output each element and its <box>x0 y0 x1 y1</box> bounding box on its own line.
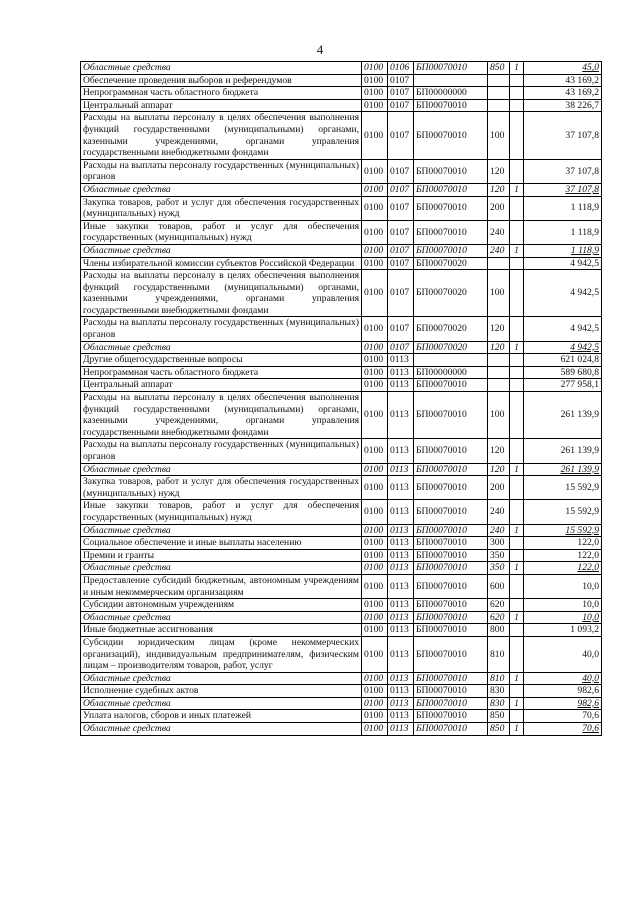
subsection-code-cell: 0107 <box>388 244 414 257</box>
amount-cell: 10,0 <box>524 611 602 624</box>
table-row <box>81 392 602 439</box>
amount-cell: 15 592,9 <box>524 500 602 524</box>
section-code-cell: 0100 <box>362 74 388 87</box>
target-article-code-cell: БП00070010 <box>414 183 488 196</box>
subsection-code-cell: 0113 <box>388 697 414 710</box>
table-row <box>81 317 602 341</box>
subsection-code-cell: 0113 <box>388 379 414 392</box>
row-name-cell: Предоставление субсидий бюджетным, автономным учреждениям и иным некоммерческим организациям <box>81 574 362 598</box>
target-article-code-cell: БП00070010 <box>414 524 488 537</box>
subsection-code-cell: 0107 <box>388 196 414 220</box>
target-article-code-cell: БП00070010 <box>414 599 488 612</box>
funding-source-cell <box>510 500 524 524</box>
target-article-code-cell: БП00070010 <box>414 476 488 500</box>
expense-type-code-cell <box>488 366 510 379</box>
subsection-code-cell: 0107 <box>388 159 414 183</box>
target-article-code-cell: БП00070010 <box>414 574 488 598</box>
section-code-cell: 0100 <box>362 244 388 257</box>
amount-cell: 4 942,5 <box>524 270 602 317</box>
target-article-code-cell: БП00070010 <box>414 636 488 672</box>
amount-cell: 38 226,7 <box>524 99 602 112</box>
table-row-regional-funds <box>81 562 602 575</box>
table-row <box>81 624 602 637</box>
amount-cell: 4 942,5 <box>524 341 602 354</box>
funding-source-cell: 1 <box>510 524 524 537</box>
expense-type-code-cell <box>488 257 510 270</box>
amount-cell: 122,0 <box>524 537 602 550</box>
expense-type-code-cell: 240 <box>488 220 510 244</box>
table-row <box>81 87 602 100</box>
funding-source-cell <box>510 392 524 439</box>
expense-type-code-cell: 120 <box>488 317 510 341</box>
expense-type-code-cell: 120 <box>488 439 510 463</box>
expense-type-code-cell <box>488 354 510 367</box>
row-name-cell: Расходы на выплаты персоналу в целях обеспечения выполнения функций государственными (муниципальными) органами, казенными учреждениями, органами управления государственными внебюджетными фондами <box>81 392 362 439</box>
expense-type-code-cell <box>488 74 510 87</box>
section-code-cell: 0100 <box>362 500 388 524</box>
row-name-cell: Иные бюджетные ассигнования <box>81 624 362 637</box>
expense-type-code-cell <box>488 87 510 100</box>
row-name-cell: Центральный аппарат <box>81 99 362 112</box>
funding-source-cell <box>510 685 524 698</box>
amount-cell: 45,0 <box>524 62 602 75</box>
subsection-code-cell: 0113 <box>388 611 414 624</box>
target-article-code-cell: БП00000000 <box>414 87 488 100</box>
expense-type-code-cell <box>488 99 510 112</box>
table-row <box>81 537 602 550</box>
target-article-code-cell: БП00070010 <box>414 537 488 550</box>
section-code-cell: 0100 <box>362 317 388 341</box>
funding-source-cell: 1 <box>510 672 524 685</box>
expense-type-code-cell: 620 <box>488 599 510 612</box>
amount-cell: 1 118,9 <box>524 220 602 244</box>
funding-source-cell <box>510 220 524 244</box>
funding-source-cell <box>510 574 524 598</box>
subsection-code-cell: 0113 <box>388 476 414 500</box>
table-row <box>81 270 602 317</box>
section-code-cell: 0100 <box>362 685 388 698</box>
row-name-cell: Иные закупки товаров, работ и услуг для обеспечения государственных (муниципальных) нужд <box>81 500 362 524</box>
section-code-cell: 0100 <box>362 183 388 196</box>
expense-type-code-cell: 200 <box>488 476 510 500</box>
amount-cell: 70,6 <box>524 710 602 723</box>
row-name-cell: Областные средства <box>81 611 362 624</box>
table-row <box>81 685 602 698</box>
row-name-cell: Непрограммная часть областного бюджета <box>81 366 362 379</box>
funding-source-cell <box>510 99 524 112</box>
target-article-code-cell: БП00070010 <box>414 392 488 439</box>
amount-cell: 621 024,8 <box>524 354 602 367</box>
subsection-code-cell: 0113 <box>388 366 414 379</box>
target-article-code-cell: БП00000000 <box>414 366 488 379</box>
section-code-cell: 0100 <box>362 537 388 550</box>
table-row <box>81 354 602 367</box>
target-article-code-cell: БП00070020 <box>414 317 488 341</box>
funding-source-cell <box>510 87 524 100</box>
target-article-code-cell: БП00070010 <box>414 62 488 75</box>
table-row <box>81 379 602 392</box>
amount-cell: 70,6 <box>524 723 602 736</box>
funding-source-cell <box>510 257 524 270</box>
table-row <box>81 574 602 598</box>
section-code-cell: 0100 <box>362 549 388 562</box>
target-article-code-cell: БП00070020 <box>414 341 488 354</box>
funding-source-cell: 1 <box>510 244 524 257</box>
row-name-cell: Расходы на выплаты персоналу государственных (муниципальных) органов <box>81 317 362 341</box>
funding-source-cell <box>510 710 524 723</box>
target-article-code-cell: БП00070010 <box>414 196 488 220</box>
funding-source-cell <box>510 270 524 317</box>
amount-cell: 982,6 <box>524 685 602 698</box>
amount-cell: 277 958,1 <box>524 379 602 392</box>
section-code-cell: 0100 <box>362 354 388 367</box>
funding-source-cell <box>510 636 524 672</box>
table-row <box>81 636 602 672</box>
funding-source-cell: 1 <box>510 183 524 196</box>
table-row <box>81 599 602 612</box>
row-name-cell: Областные средства <box>81 697 362 710</box>
section-code-cell: 0100 <box>362 366 388 379</box>
amount-cell: 15 592,9 <box>524 524 602 537</box>
amount-cell: 261 139,9 <box>524 392 602 439</box>
expense-type-code-cell: 850 <box>488 62 510 75</box>
funding-source-cell: 1 <box>510 723 524 736</box>
section-code-cell: 0100 <box>362 99 388 112</box>
target-article-code-cell: БП00070010 <box>414 379 488 392</box>
row-name-cell: Областные средства <box>81 183 362 196</box>
target-article-code-cell: БП00070010 <box>414 439 488 463</box>
table-row <box>81 710 602 723</box>
section-code-cell: 0100 <box>362 392 388 439</box>
row-name-cell: Расходы на выплаты персоналу в целях обеспечения выполнения функций государственными (муниципальными) органами, казенными учреждениями, органами управления государственными внебюджетными фондами <box>81 112 362 159</box>
expense-type-code-cell: 800 <box>488 624 510 637</box>
subsection-code-cell: 0106 <box>388 62 414 75</box>
amount-cell: 15 592,9 <box>524 476 602 500</box>
amount-cell: 40,0 <box>524 672 602 685</box>
amount-cell: 40,0 <box>524 636 602 672</box>
section-code-cell: 0100 <box>362 636 388 672</box>
funding-source-cell: 1 <box>510 463 524 476</box>
row-name-cell: Расходы на выплаты персоналу государственных (муниципальных) органов <box>81 159 362 183</box>
amount-cell: 261 139,9 <box>524 439 602 463</box>
funding-source-cell <box>510 537 524 550</box>
subsection-code-cell: 0107 <box>388 99 414 112</box>
table-row <box>81 196 602 220</box>
table-row <box>81 257 602 270</box>
subsection-code-cell: 0107 <box>388 74 414 87</box>
expense-type-code-cell: 100 <box>488 270 510 317</box>
funding-source-cell <box>510 74 524 87</box>
section-code-cell: 0100 <box>362 562 388 575</box>
amount-cell: 122,0 <box>524 562 602 575</box>
row-name-cell: Областные средства <box>81 723 362 736</box>
subsection-code-cell: 0113 <box>388 599 414 612</box>
table-row <box>81 112 602 159</box>
table-row-regional-funds <box>81 463 602 476</box>
section-code-cell: 0100 <box>362 463 388 476</box>
row-name-cell: Иные закупки товаров, работ и услуг для обеспечения государственных (муниципальных) нужд <box>81 220 362 244</box>
target-article-code-cell: БП00070010 <box>414 624 488 637</box>
subsection-code-cell: 0113 <box>388 439 414 463</box>
row-name-cell: Расходы на выплаты персоналу государственных (муниципальных) органов <box>81 439 362 463</box>
target-article-code-cell: БП00070010 <box>414 549 488 562</box>
table-row <box>81 500 602 524</box>
funding-source-cell <box>510 112 524 159</box>
target-article-code-cell: БП00070010 <box>414 500 488 524</box>
amount-cell: 10,0 <box>524 574 602 598</box>
row-name-cell: Непрограммная часть областного бюджета <box>81 87 362 100</box>
row-name-cell: Премии и гранты <box>81 549 362 562</box>
subsection-code-cell: 0107 <box>388 257 414 270</box>
subsection-code-cell: 0113 <box>388 354 414 367</box>
table-row <box>81 476 602 500</box>
target-article-code-cell: БП00070010 <box>414 685 488 698</box>
section-code-cell: 0100 <box>362 220 388 244</box>
row-name-cell: Областные средства <box>81 524 362 537</box>
target-article-code-cell: БП00070010 <box>414 611 488 624</box>
subsection-code-cell: 0113 <box>388 562 414 575</box>
amount-cell: 1 118,9 <box>524 196 602 220</box>
target-article-code-cell: БП00070010 <box>414 159 488 183</box>
amount-cell: 1 093,2 <box>524 624 602 637</box>
target-article-code-cell: БП00070010 <box>414 99 488 112</box>
expense-type-code-cell: 810 <box>488 672 510 685</box>
section-code-cell: 0100 <box>362 379 388 392</box>
target-article-code-cell: БП00070010 <box>414 697 488 710</box>
amount-cell: 37 107,8 <box>524 183 602 196</box>
table-row <box>81 159 602 183</box>
expense-type-code-cell: 120 <box>488 159 510 183</box>
expense-type-code-cell: 100 <box>488 392 510 439</box>
subsection-code-cell: 0113 <box>388 723 414 736</box>
funding-source-cell: 1 <box>510 697 524 710</box>
row-name-cell: Члены избирательной комиссии субъектов Российской Федерации <box>81 257 362 270</box>
section-code-cell: 0100 <box>362 624 388 637</box>
expense-type-code-cell: 350 <box>488 549 510 562</box>
section-code-cell: 0100 <box>362 112 388 159</box>
expense-type-code-cell: 120 <box>488 183 510 196</box>
amount-cell: 10,0 <box>524 599 602 612</box>
table-row-regional-funds <box>81 672 602 685</box>
table-row-regional-funds <box>81 723 602 736</box>
section-code-cell: 0100 <box>362 476 388 500</box>
funding-source-cell <box>510 476 524 500</box>
row-name-cell: Центральный аппарат <box>81 379 362 392</box>
funding-source-cell <box>510 159 524 183</box>
target-article-code-cell: БП00070020 <box>414 257 488 270</box>
section-code-cell: 0100 <box>362 270 388 317</box>
funding-source-cell <box>510 317 524 341</box>
table-row-regional-funds <box>81 244 602 257</box>
table-row-regional-funds <box>81 611 602 624</box>
funding-source-cell: 1 <box>510 562 524 575</box>
table-row-regional-funds <box>81 183 602 196</box>
target-article-code-cell: БП00070010 <box>414 562 488 575</box>
amount-cell: 1 118,9 <box>524 244 602 257</box>
section-code-cell: 0100 <box>362 574 388 598</box>
funding-source-cell: 1 <box>510 611 524 624</box>
section-code-cell: 0100 <box>362 257 388 270</box>
expense-type-code-cell: 120 <box>488 341 510 354</box>
amount-cell: 261 139,9 <box>524 463 602 476</box>
row-name-cell: Областные средства <box>81 562 362 575</box>
target-article-code-cell: БП00070010 <box>414 244 488 257</box>
amount-cell: 589 680,8 <box>524 366 602 379</box>
target-article-code-cell: БП00070010 <box>414 463 488 476</box>
expense-type-code-cell: 620 <box>488 611 510 624</box>
expense-type-code-cell <box>488 379 510 392</box>
row-name-cell: Обеспечение проведения выборов и референдумов <box>81 74 362 87</box>
row-name-cell: Закупка товаров, работ и услуг для обеспечения государственных (муниципальных) нужд <box>81 196 362 220</box>
row-name-cell: Расходы на выплаты персоналу в целях обеспечения выполнения функций государственными (муниципальными) органами, казенными учреждениями, органами управления государственными внебюджетными фондами <box>81 270 362 317</box>
row-name-cell: Уплата налогов, сборов и иных платежей <box>81 710 362 723</box>
section-code-cell: 0100 <box>362 723 388 736</box>
section-code-cell: 0100 <box>362 611 388 624</box>
subsection-code-cell: 0107 <box>388 112 414 159</box>
funding-source-cell <box>510 379 524 392</box>
expense-type-code-cell: 100 <box>488 112 510 159</box>
table-row <box>81 549 602 562</box>
target-article-code-cell: БП00070010 <box>414 672 488 685</box>
table-row <box>81 366 602 379</box>
section-code-cell: 0100 <box>362 341 388 354</box>
subsection-code-cell: 0107 <box>388 183 414 196</box>
budget-table-body <box>81 62 602 736</box>
target-article-code-cell: БП00070020 <box>414 270 488 317</box>
section-code-cell: 0100 <box>362 524 388 537</box>
subsection-code-cell: 0113 <box>388 500 414 524</box>
funding-source-cell: 1 <box>510 341 524 354</box>
row-name-cell: Исполнение судебных актов <box>81 685 362 698</box>
expense-type-code-cell: 830 <box>488 685 510 698</box>
row-name-cell: Другие общегосударственные вопросы <box>81 354 362 367</box>
row-name-cell: Областные средства <box>81 672 362 685</box>
expense-type-code-cell: 850 <box>488 723 510 736</box>
subsection-code-cell: 0113 <box>388 636 414 672</box>
row-name-cell: Областные средства <box>81 244 362 257</box>
target-article-code-cell: БП00070010 <box>414 220 488 244</box>
table-row-regional-funds <box>81 697 602 710</box>
subsection-code-cell: 0107 <box>388 341 414 354</box>
subsection-code-cell: 0113 <box>388 549 414 562</box>
subsection-code-cell: 0107 <box>388 87 414 100</box>
subsection-code-cell: 0113 <box>388 710 414 723</box>
amount-cell: 43 169,2 <box>524 74 602 87</box>
amount-cell: 982,6 <box>524 697 602 710</box>
funding-source-cell <box>510 624 524 637</box>
amount-cell: 4 942,5 <box>524 257 602 270</box>
section-code-cell: 0100 <box>362 159 388 183</box>
table-row-regional-funds <box>81 62 602 75</box>
amount-cell: 122,0 <box>524 549 602 562</box>
subsection-code-cell: 0113 <box>388 463 414 476</box>
subsection-code-cell: 0113 <box>388 524 414 537</box>
page-number: 4 <box>316 42 324 57</box>
section-code-cell: 0100 <box>362 672 388 685</box>
table-row <box>81 220 602 244</box>
funding-source-cell <box>510 196 524 220</box>
row-name-cell: Областные средства <box>81 463 362 476</box>
section-code-cell: 0100 <box>362 697 388 710</box>
expense-type-code-cell: 830 <box>488 697 510 710</box>
expense-type-code-cell: 850 <box>488 710 510 723</box>
expense-type-code-cell: 240 <box>488 524 510 537</box>
amount-cell: 4 942,5 <box>524 317 602 341</box>
funding-source-cell <box>510 354 524 367</box>
row-name-cell: Областные средства <box>81 62 362 75</box>
section-code-cell: 0100 <box>362 599 388 612</box>
table-row <box>81 439 602 463</box>
row-name-cell: Субсидии автономным учреждениям <box>81 599 362 612</box>
funding-source-cell <box>510 549 524 562</box>
expense-type-code-cell: 350 <box>488 562 510 575</box>
target-article-code-cell: БП00070010 <box>414 112 488 159</box>
row-name-cell: Социальное обеспечение и иные выплаты населению <box>81 537 362 550</box>
section-code-cell: 0100 <box>362 439 388 463</box>
subsection-code-cell: 0113 <box>388 574 414 598</box>
subsection-code-cell: 0113 <box>388 685 414 698</box>
amount-cell: 37 107,8 <box>524 159 602 183</box>
target-article-code-cell <box>414 74 488 87</box>
amount-cell: 43 169,2 <box>524 87 602 100</box>
subsection-code-cell: 0113 <box>388 624 414 637</box>
subsection-code-cell: 0113 <box>388 537 414 550</box>
target-article-code-cell <box>414 354 488 367</box>
expense-type-code-cell: 240 <box>488 500 510 524</box>
table-row <box>81 99 602 112</box>
row-name-cell: Областные средства <box>81 341 362 354</box>
target-article-code-cell: БП00070010 <box>414 723 488 736</box>
funding-source-cell: 1 <box>510 62 524 75</box>
expense-type-code-cell: 240 <box>488 244 510 257</box>
row-name-cell: Субсидии юридическим лицам (кроме некоммерческих организаций), индивидуальным предпринимателям, физическим лицам – производителям товаров, работ, услуг <box>81 636 362 672</box>
funding-source-cell <box>510 439 524 463</box>
table-row <box>81 74 602 87</box>
target-article-code-cell: БП00070010 <box>414 710 488 723</box>
row-name-cell: Закупка товаров, работ и услуг для обеспечения государственных (муниципальных) нужд <box>81 476 362 500</box>
section-code-cell: 0100 <box>362 710 388 723</box>
expense-type-code-cell: 600 <box>488 574 510 598</box>
subsection-code-cell: 0113 <box>388 672 414 685</box>
section-code-cell: 0100 <box>362 62 388 75</box>
subsection-code-cell: 0113 <box>388 392 414 439</box>
budget-table <box>80 61 602 736</box>
expense-type-code-cell: 200 <box>488 196 510 220</box>
funding-source-cell <box>510 599 524 612</box>
subsection-code-cell: 0107 <box>388 317 414 341</box>
expense-type-code-cell: 810 <box>488 636 510 672</box>
table-row-regional-funds <box>81 341 602 354</box>
subsection-code-cell: 0107 <box>388 220 414 244</box>
section-code-cell: 0100 <box>362 196 388 220</box>
funding-source-cell <box>510 366 524 379</box>
section-code-cell: 0100 <box>362 87 388 100</box>
expense-type-code-cell: 120 <box>488 463 510 476</box>
subsection-code-cell: 0107 <box>388 270 414 317</box>
amount-cell: 37 107,8 <box>524 112 602 159</box>
table-row-regional-funds <box>81 524 602 537</box>
expense-type-code-cell: 300 <box>488 537 510 550</box>
